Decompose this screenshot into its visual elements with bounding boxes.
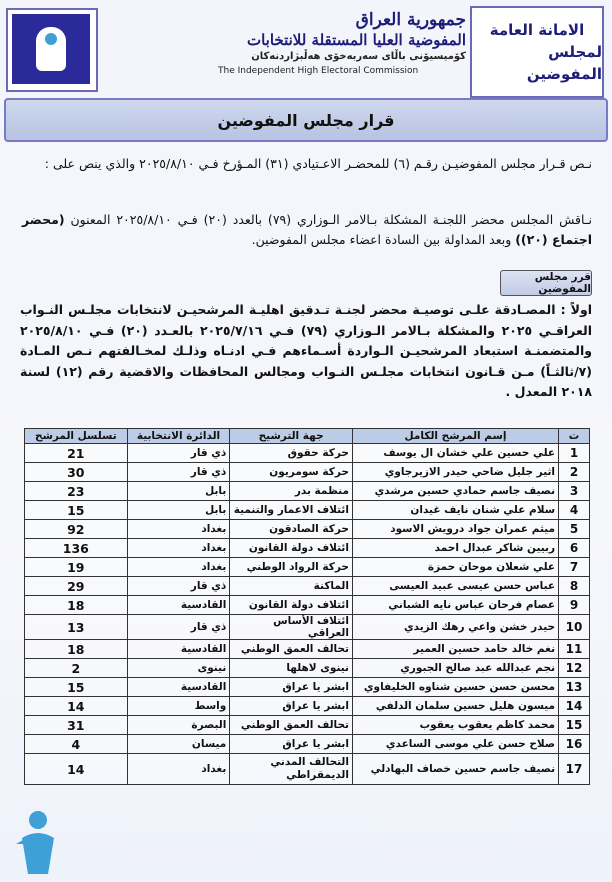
cell-district: بغداد <box>127 558 230 577</box>
cell-seq: 15 <box>25 501 128 520</box>
cell-no: 1 <box>559 444 590 463</box>
cell-entity: تحالف العمق الوطني <box>230 716 353 735</box>
cell-name: اثير جليل ضاحي حيدر الازيرجاوي <box>352 463 558 482</box>
table-row <box>25 577 590 596</box>
cell-seq: 14 <box>25 697 128 716</box>
cell-no: 9 <box>559 596 590 615</box>
cell-entity: نينوى لاهلها <box>230 659 353 678</box>
cell-name: صلاح حسن علي موسى الساعدي <box>352 735 558 754</box>
logo-frame <box>6 8 98 92</box>
table-row <box>25 539 590 558</box>
cell-district: ميسان <box>127 735 230 754</box>
table-row <box>25 659 590 678</box>
ihec-figure-icon <box>8 808 64 878</box>
intro-paragraph: نـص قـرار مجلس المفوضيـن رقـم (٦) للمحضـر الاعـتيادي (٣١) المـؤرخ فـي ٢٠٢٥/٨/١٠ والذي ينص على : <box>44 156 592 171</box>
cell-name: نجم عبدالله عبد صالح الجبوري <box>352 659 558 678</box>
title-band <box>4 98 608 142</box>
cell-no: 2 <box>559 463 590 482</box>
table-row <box>25 501 590 520</box>
cell-entity: ائتلاف دولة القانون <box>230 596 353 615</box>
cell-entity: ائتلاف دولة القانون <box>230 539 353 558</box>
cell-seq: 30 <box>25 463 128 482</box>
discussion-text-part1: نـاقش المجلس محضر اللجنـة المشكلة بـالامر الـوزاري (٧٩) بالعدد (٢٠) فـي ٢٠٢٥/٨/١٠ المعنون <box>64 212 592 227</box>
cell-entity: حركة الرواد الوطني <box>230 558 353 577</box>
discussion-text-part2: وبعد المداولة بين السادة اعضاء مجلس المفوضين. <box>251 232 516 247</box>
cell-entity: ائتلاف الاعمار والتنمية <box>230 501 353 520</box>
cell-seq: 29 <box>25 577 128 596</box>
page-title: قرار مجلس المفوضين <box>217 110 395 130</box>
header-no: ت <box>559 429 590 444</box>
cell-district: بابل <box>127 482 230 501</box>
cell-name: نصيف جاسم حمادي حسين مرشدي <box>352 482 558 501</box>
decided-label: قرر مجلس المفوضين <box>500 270 592 296</box>
commission-names <box>206 10 466 78</box>
cell-seq: 31 <box>25 716 128 735</box>
cell-seq: 4 <box>25 735 128 754</box>
candidates-table <box>24 428 590 785</box>
header-seq: تسلسل المرشح <box>25 429 128 444</box>
cell-name: عصام فرحان عباس نايه الشباني <box>352 596 558 615</box>
cell-name: علي حسين علي خشان ال يوسف <box>352 444 558 463</box>
cell-name: سلام علي شنان نايف غيدان <box>352 501 558 520</box>
cell-entity: تحالف العمق الوطني <box>230 640 353 659</box>
table-row <box>25 640 590 659</box>
table-row <box>25 596 590 615</box>
table-row <box>25 697 590 716</box>
cell-name: حيدر خشن واعي رهك الزيدي <box>352 615 558 640</box>
table-row <box>25 678 590 697</box>
cell-district: ذي قار <box>127 463 230 482</box>
decision-paragraph: اولاً : المصـادقة علـى توصيـة محضر لجنـة تـدقيق اهليـة المرشحيـن لانتخابات مجلـس النـواب العراقـي ٢٠٢٥ والمشكلة بـالامر الـوزاري (٧٩) فـي ٢٠٢٥/٧/١٦ بالعـدد (٢٠) فـي ٢٠٢٥/٨/١٠ والمتضمنـة استبعاد المرشحيـن الـواردة أسـماءهم فـي ادنـاه وذلـك لمخـالفتهم نـص المـادة (٧/ثالثـاً) مـن قـانون انتخابات مجلـس النـواب ومجالس المحافظات والاقضية رقم (١٢) لسنة ٢٠١٨ المعدل . <box>20 302 592 399</box>
cell-seq: 18 <box>25 596 128 615</box>
ihec-logo <box>12 14 90 84</box>
cell-no: 17 <box>559 754 590 785</box>
cell-district: القادسية <box>127 678 230 697</box>
cell-district: ذي قار <box>127 444 230 463</box>
secretariat-line2: لمجلس المفوضين <box>526 43 602 83</box>
discussion-paragraph <box>22 210 592 250</box>
header-entity: جهة الترشيح <box>230 429 353 444</box>
cell-district: بغداد <box>127 520 230 539</box>
cell-no: 12 <box>559 659 590 678</box>
cell-entity: ابشر يا عراق <box>230 697 353 716</box>
table-row <box>25 463 590 482</box>
table-row <box>25 716 590 735</box>
header-name: إسم المرشح الكامل <box>352 429 558 444</box>
table-row <box>25 482 590 501</box>
cell-no: 13 <box>559 678 590 697</box>
cell-entity: حركة حقوق <box>230 444 353 463</box>
candidates-table-wrap <box>24 428 590 785</box>
cell-no: 10 <box>559 615 590 640</box>
cell-no: 4 <box>559 501 590 520</box>
commission-name-arabic: المفوضية العليا المستقلة للانتخابات <box>246 31 466 49</box>
table-row <box>25 754 590 785</box>
cell-no: 7 <box>559 558 590 577</box>
cell-entity: ابشر يا عراق <box>230 678 353 697</box>
cell-district: البصرة <box>127 716 230 735</box>
cell-no: 15 <box>559 716 590 735</box>
commission-name-kurdish: كۆمیسیۆنی باڵای سەربەخۆی هەڵبژاردنەکان <box>251 51 466 62</box>
ballot-figure-icon <box>36 27 66 71</box>
letterhead <box>6 6 604 96</box>
cell-no: 8 <box>559 577 590 596</box>
cell-seq: 2 <box>25 659 128 678</box>
cell-entity: حركة الصادقون <box>230 520 353 539</box>
cell-name: نغم خالد حامد حسين العمير <box>352 640 558 659</box>
cell-name: نصيف جاسم حسين خصاف البهادلي <box>352 754 558 785</box>
table-row <box>25 558 590 577</box>
cell-seq: 15 <box>25 678 128 697</box>
cell-district: بغداد <box>127 539 230 558</box>
cell-no: 5 <box>559 520 590 539</box>
cell-name: محسن حسن حسين شناوه الخليفاوي <box>352 678 558 697</box>
republic-name: جمهورية العراق <box>355 10 466 30</box>
secretariat-box <box>470 6 604 98</box>
cell-district: بابل <box>127 501 230 520</box>
cell-entity: حركة سومريون <box>230 463 353 482</box>
cell-seq: 136 <box>25 539 128 558</box>
cell-district: نينوى <box>127 659 230 678</box>
cell-name: محمد كاظم يعقوب يعقوب <box>352 716 558 735</box>
table-row <box>25 444 590 463</box>
secretariat-line1: الامانة العامة <box>489 21 585 39</box>
cell-entity: التحالف المدني الديمقراطي <box>230 754 353 785</box>
cell-name: ربيين شاكر عبدال احمد <box>352 539 558 558</box>
cell-entity: ائتلاف الأساس العراقي <box>230 615 353 640</box>
cell-seq: 14 <box>25 754 128 785</box>
cell-seq: 21 <box>25 444 128 463</box>
cell-name: ميثم عمران جواد درويش الاسود <box>352 520 558 539</box>
cell-entity: ابشر يا عراق <box>230 735 353 754</box>
cell-seq: 19 <box>25 558 128 577</box>
cell-district: القادسية <box>127 640 230 659</box>
table-row <box>25 520 590 539</box>
cell-district: القادسية <box>127 596 230 615</box>
table-row <box>25 615 590 640</box>
cell-district: ذي قار <box>127 577 230 596</box>
cell-entity: الماكنة <box>230 577 353 596</box>
cell-seq: 92 <box>25 520 128 539</box>
cell-district: ذي قار <box>127 615 230 640</box>
cell-name: علي شعلان موحان حمزة <box>352 558 558 577</box>
cell-seq: 23 <box>25 482 128 501</box>
cell-no: 3 <box>559 482 590 501</box>
cell-no: 16 <box>559 735 590 754</box>
commission-name-english: The Independent High Electoral Commission <box>218 66 419 76</box>
cell-district: بغداد <box>127 754 230 785</box>
cell-no: 14 <box>559 697 590 716</box>
cell-name: عباس حسن عيسى عبيد العيسى <box>352 577 558 596</box>
cell-no: 11 <box>559 640 590 659</box>
table-row <box>25 735 590 754</box>
cell-no: 6 <box>559 539 590 558</box>
header-district: الدائرة الانتخابية <box>127 429 230 444</box>
cell-seq: 13 <box>25 615 128 640</box>
cell-name: ميسون هليل حسين سلمان الدلفي <box>352 697 558 716</box>
table-header-row <box>25 429 590 444</box>
cell-seq: 18 <box>25 640 128 659</box>
cell-district: واسط <box>127 697 230 716</box>
cell-entity: منظمة بدر <box>230 482 353 501</box>
discussion-text-bold: (محضر اجتماع (٢٠)) <box>22 212 592 247</box>
